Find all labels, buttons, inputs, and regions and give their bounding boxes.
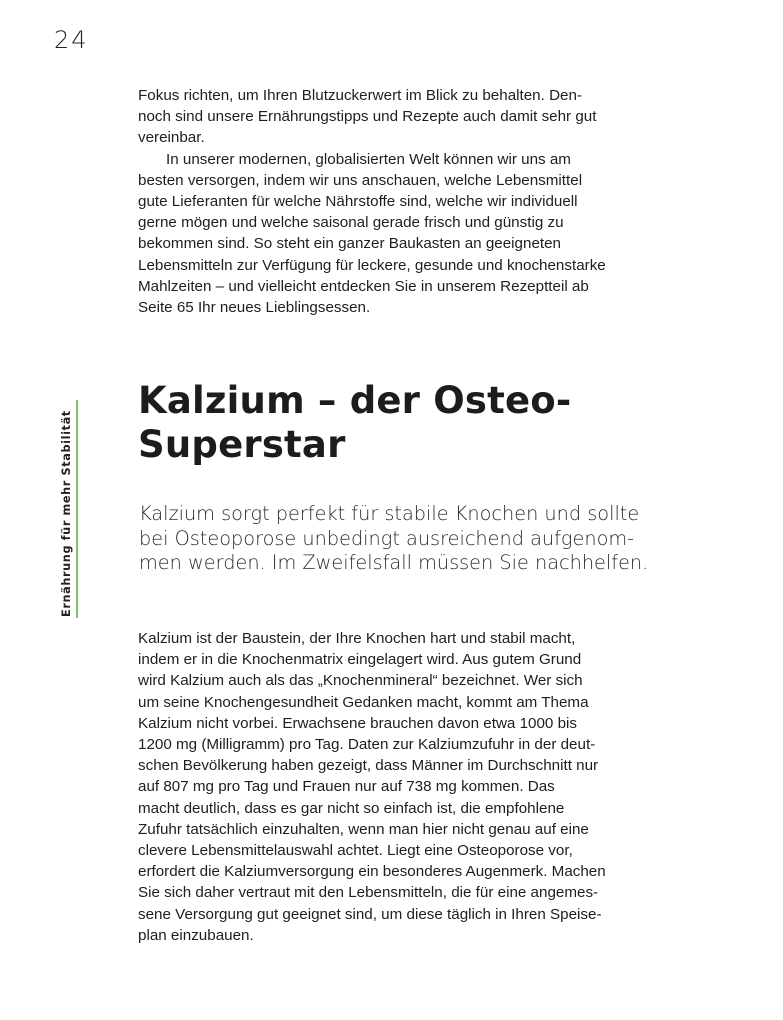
text-line: Mahlzeiten – und vielleicht entdecken Sie in unserem Rezeptteil ab [138, 277, 589, 295]
text-line: Sie sich daher vertraut mit den Lebensmitteln, die für eine angemes- [138, 884, 599, 902]
intro-paragraphs [138, 85, 658, 318]
heading-line: Kalzium – der Osteo- [138, 379, 572, 422]
text-line: sene Versorgung gut geeignet sind, um diese täglich in Ihren Speise- [138, 905, 602, 923]
text-line: um seine Knochengesundheit Gedanken macht, kommt am Thema [138, 693, 589, 711]
text-line: macht deutlich, dass es gar nicht so einfach ist, die empfohlene [138, 799, 565, 817]
text-line: bekommen sind. So steht ein ganzer Baukasten an geeigneten [138, 235, 562, 253]
text-line: Seite 65 Ihr neues Lieblingsessen. [138, 299, 371, 317]
text-line: besten versorgen, indem wir uns anschauen, welche Lebensmittel [138, 171, 583, 189]
lead-line: Kalzium sorgt perfekt für stabile Knochen und sollte [139, 502, 640, 525]
text-line: indem er in die Knochenmatrix eingelagert wird. Aus gutem Grund [138, 651, 582, 669]
text-line: vereinbar. [138, 129, 205, 147]
text-line: schen Bevölkerung haben gezeigt, dass Männer im Durchschnitt nur [138, 757, 599, 775]
text-line: auf 807 mg pro Tag und Frauen nur auf 738 mg kommen. Das [138, 778, 555, 796]
text-line: In unserer modernen, globalisierten Welt können wir uns am [166, 150, 571, 168]
text-line: clevere Lebensmittelauswahl achtet. Liegt eine Osteoporose vor, [138, 842, 573, 860]
text-line: Kalzium ist der Baustein, der Ihre Knochen hart und stabil macht, [138, 630, 576, 647]
text-line: gerne mögen und welche saisonal gerade frisch und günstig zu [138, 214, 564, 232]
lead-line: bei Osteoporose unbedingt ausreichend aufgenom- [139, 526, 635, 550]
text-line: plan einzubauen. [138, 926, 254, 944]
text-line: noch sind unsere Ernährungstipps und Rezepte auch damit sehr gut [138, 108, 597, 126]
page-number: 24 [54, 26, 89, 54]
chapter-side-label: Ernährung für mehr Stabilität [60, 410, 73, 617]
section-heading [138, 379, 571, 467]
text-line: Fokus richten, um Ihren Blutzuckerwert im Blick zu behalten. Den- [138, 87, 582, 104]
heading-line: Superstar [138, 423, 346, 466]
text-line: gute Lieferanten für welche Nährstoffe sind, welche wir individuell [138, 193, 578, 211]
text-line: 1200 mg (Milligramm) pro Tag. Daten zur Kalziumzufuhr in der deut- [138, 736, 596, 754]
text-line: Kalzium nicht vorbei. Erwachsene brauchen davon etwa 1000 bis [138, 714, 578, 732]
text-line: Zufuhr tatsächlich einzuhalten, wenn man hier nicht genau auf eine [138, 820, 589, 838]
lead-paragraph [139, 502, 648, 576]
body-paragraph [138, 628, 658, 946]
chapter-accent-rule [76, 400, 78, 618]
lead-line: men werden. Im Zweifelsfall müssen Sie nachhelfen. [139, 551, 649, 574]
text-line: wird Kalzium auch als das „Knochenmineral“ bezeichnet. Wer sich [138, 672, 583, 690]
text-line: Lebensmitteln zur Verfügung für leckere, gesunde und knochenstarke [138, 256, 606, 274]
text-line: erfordert die Kalziumversorgung ein besonderes Augenmerk. Machen [138, 863, 606, 881]
